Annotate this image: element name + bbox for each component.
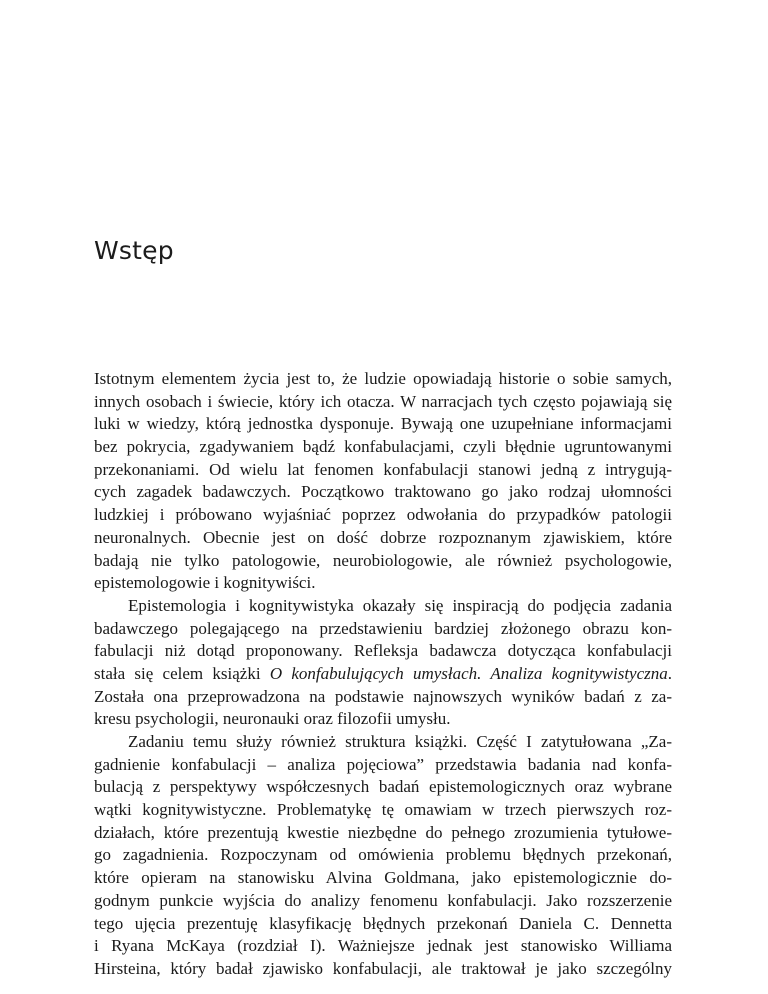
text-line: Hirsteina, który badał zjawisko konfabulacji, ale traktował je jako szczególny xyxy=(94,958,672,978)
text-segment: . xyxy=(667,663,672,683)
text-line: Zadaniu temu służy również struktura książki. Część I zatytułowana „Za- xyxy=(128,732,672,751)
text-line: badają nie tylko patologowie, neurobiologowie, ale również psychologowie, xyxy=(94,550,672,570)
body-text xyxy=(94,368,672,981)
text-line: Istotnym elementem życia jest to, że ludzie opowiadają historie o sobie samych, xyxy=(94,369,672,388)
text-line: badawczego polegającego na przedstawieniu bardziej złożonego obrazu kon- xyxy=(94,618,672,638)
text-line: godnym punkcie wyjścia do analizy fenomenu konfabulacji. Jako rozszerzenie xyxy=(94,890,672,910)
text-line: gadnienie konfabulacji – analiza pojęciowa” przedstawia badania nad konfa- xyxy=(94,754,672,774)
text-line: działach, które prezentują kwestie niezbędne do pełnego zrozumienia tytułowe- xyxy=(94,822,672,842)
text-line: cych zagadek badawczych. Początkowo traktowano go jako rodzaj ułomności xyxy=(94,482,672,502)
text-line: wątki kognitywistyczne. Problematykę tę omawiam w trzech pierwszych roz- xyxy=(94,800,672,820)
text-line: epistemologowie i kognitywiści. xyxy=(94,573,316,593)
text-line: tego ujęcia prezentuję klasyfikację błędnych przekonań Daniela C. Dennetta xyxy=(94,913,672,933)
text-line: bez pokrycia, zgadywaniem bądź konfabulacjami, czyli błędnie ugruntowanymi xyxy=(94,437,672,457)
text-line: Została ona przeprowadzona na podstawie najnowszych wyników badań z za- xyxy=(94,686,672,706)
text-line: Epistemologia i kognitywistyka okazały się inspiracją do podjęcia zadania xyxy=(128,595,672,615)
text-line: fabulacji niż dotąd proponowany. Refleksja badawcza dotycząca konfabulacji xyxy=(94,641,672,661)
text-line: i Ryana McKaya (rozdział I). Ważniejsze jednak jest stanowisko Williama xyxy=(94,936,672,956)
text-line: które opieram na stanowisku Alvina Goldmana, jako epistemologicznie do- xyxy=(94,868,672,888)
text-line: ludzkiej i próbowano wyjaśniać poprzez odwołania do przypadków patologii xyxy=(94,505,672,525)
chapter-title: Wstęp xyxy=(94,236,174,265)
text-line: luki w wiedzy, którą jednostka dysponuje. Bywają one uzupełniane informacjami xyxy=(94,414,672,434)
text-line: go zagadnienia. Rozpoczynam od omówienia problemu błędnych przekonań, xyxy=(94,845,672,865)
text-line: innych osobach i świecie, który ich otacza. W narracjach tych często pojawiają się xyxy=(94,391,672,411)
text-line: bulacją z perspektywy współczesnych badań epistemologicznych oraz wybrane xyxy=(94,777,672,797)
text-line-with-title xyxy=(94,663,672,686)
book-title: O konfabulujących umysłach. Analiza kognitywistyczna xyxy=(269,663,668,683)
text-line: neuronalnych. Obecnie jest on dość dobrze rozpoznanym zjawiskiem, które xyxy=(94,527,672,547)
text-line: przekonaniami. Od wielu lat fenomen konfabulacji stanowi jedną z intrygują- xyxy=(94,459,672,479)
text-segment: stała się celem książki xyxy=(94,663,270,683)
text-line: kresu psychologii, neuronauki oraz filozofii umysłu. xyxy=(94,709,451,729)
